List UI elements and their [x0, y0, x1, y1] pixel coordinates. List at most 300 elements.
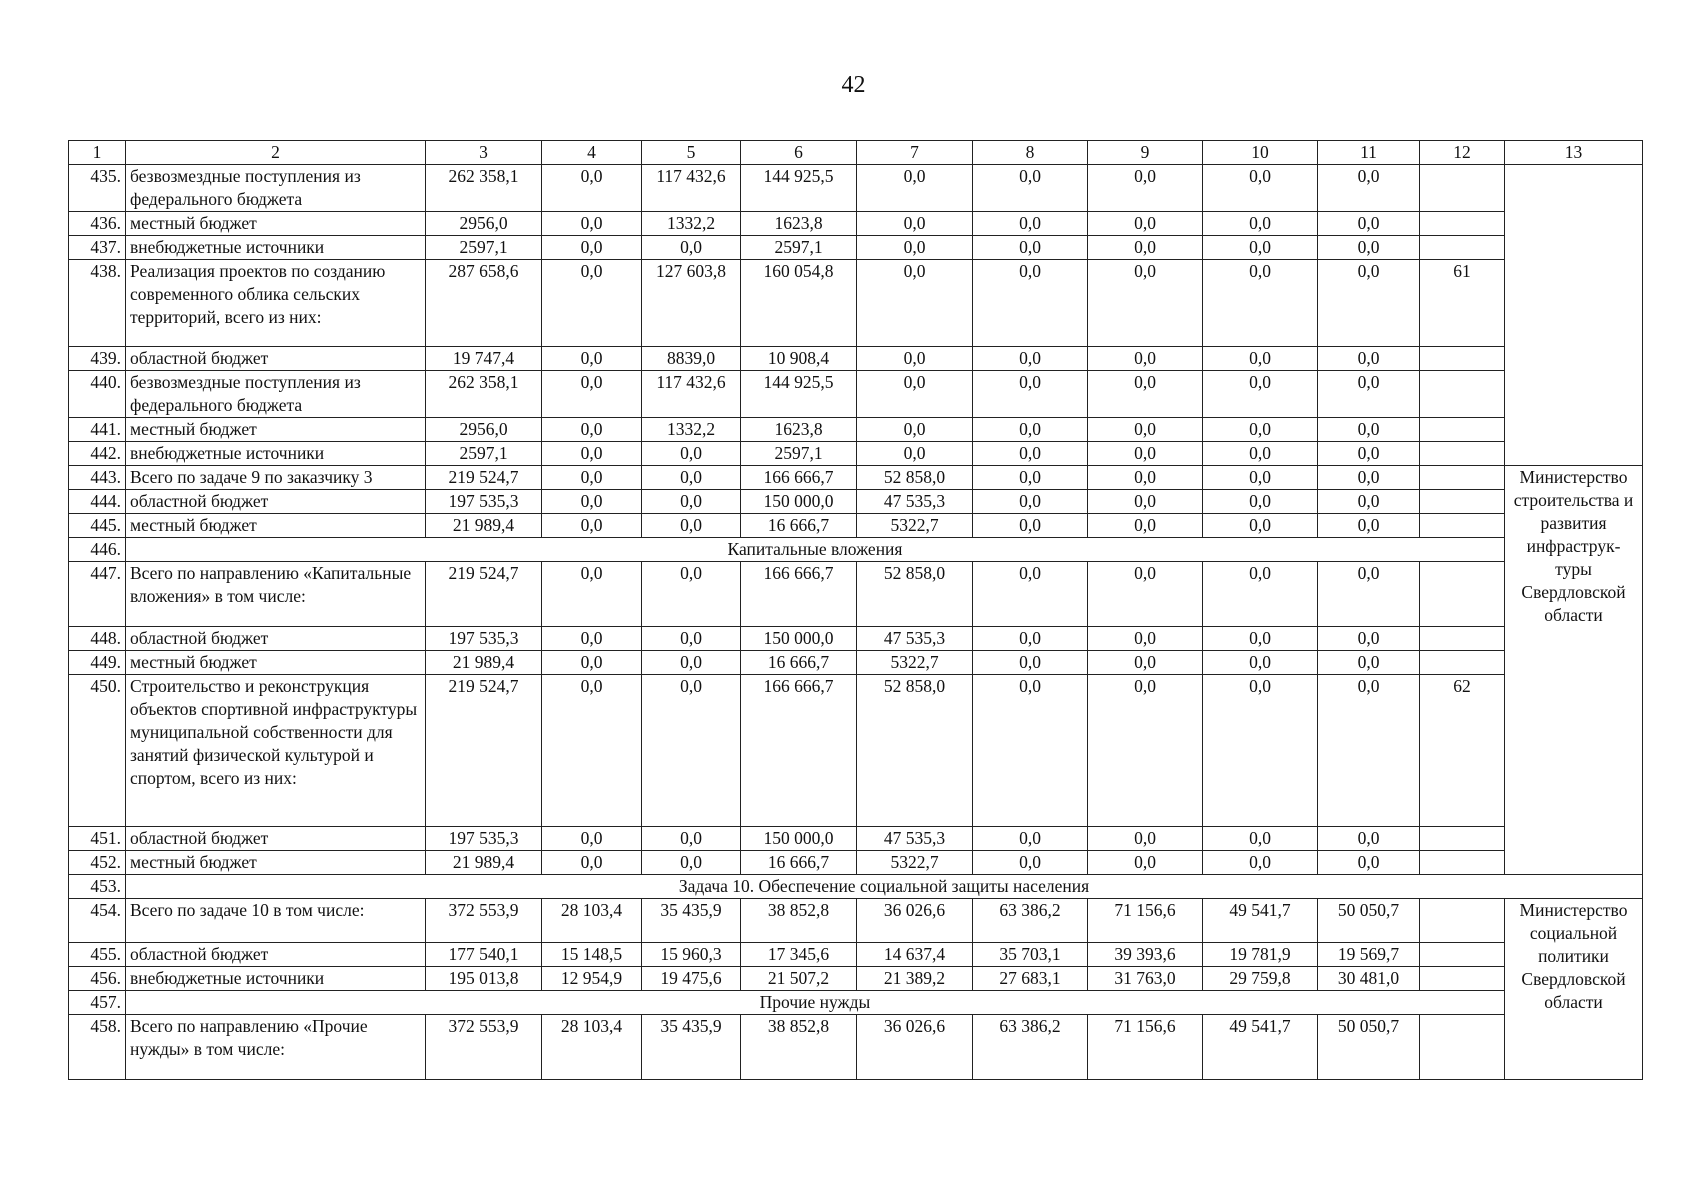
- value-cell: 127 603,8: [642, 260, 741, 347]
- value-cell: 21 389,2: [857, 967, 973, 991]
- value-cell: 0,0: [1318, 212, 1420, 236]
- table-row: [69, 514, 1643, 538]
- value-cell: 0,0: [542, 347, 642, 371]
- value-cell: 0,0: [1088, 562, 1203, 627]
- value-cell: 1623,8: [741, 212, 857, 236]
- row-number: 447.: [69, 562, 126, 627]
- value-cell: 29 759,8: [1203, 967, 1318, 991]
- value-cell: 219 524,7: [426, 675, 542, 827]
- value-cell: 0,0: [1203, 347, 1318, 371]
- column-header: 3: [426, 141, 542, 165]
- row-name: Всего по задаче 10 в том числе:: [126, 899, 426, 943]
- value-cell: 2597,1: [741, 236, 857, 260]
- value-cell: 0,0: [1318, 562, 1420, 627]
- table-row: [69, 827, 1643, 851]
- value-cell: 71 156,6: [1088, 1015, 1203, 1080]
- row-number: 438.: [69, 260, 126, 347]
- value-cell: 0,0: [973, 347, 1088, 371]
- row-number: 446.: [69, 538, 126, 562]
- row-number: 439.: [69, 347, 126, 371]
- value-cell: 0,0: [1318, 827, 1420, 851]
- value-cell: 0,0: [857, 260, 973, 347]
- row-name: внебюджетные источники: [126, 967, 426, 991]
- value-cell: 0,0: [642, 490, 741, 514]
- value-cell: 1332,2: [642, 212, 741, 236]
- value-cell: 47 535,3: [857, 627, 973, 651]
- table-row: [69, 236, 1643, 260]
- value-cell: 219 524,7: [426, 466, 542, 490]
- value-cell: 0,0: [1203, 260, 1318, 347]
- value-cell: 0,0: [973, 418, 1088, 442]
- value-cell: 0,0: [642, 651, 741, 675]
- value-cell: 0,0: [1318, 236, 1420, 260]
- value-cell: 0,0: [1088, 651, 1203, 675]
- column-header: 9: [1088, 141, 1203, 165]
- value-cell: 49 541,7: [1203, 899, 1318, 943]
- row-name: областной бюджет: [126, 627, 426, 651]
- value-cell: 0,0: [542, 165, 642, 212]
- value-cell: 0,0: [1203, 562, 1318, 627]
- value-cell: 0,0: [973, 651, 1088, 675]
- value-cell: 0,0: [973, 851, 1088, 875]
- value-cell: 0,0: [973, 236, 1088, 260]
- value-cell: 47 535,3: [857, 827, 973, 851]
- value-cell: 0,0: [1088, 212, 1203, 236]
- value-cell: 21 989,4: [426, 651, 542, 675]
- value-cell: 197 535,3: [426, 627, 542, 651]
- value-cell: 0,0: [1203, 442, 1318, 466]
- value-cell: 0,0: [1088, 442, 1203, 466]
- value-cell: 0,0: [1318, 442, 1420, 466]
- column-header: 6: [741, 141, 857, 165]
- value-cell: 0,0: [542, 418, 642, 442]
- value-cell: 35 435,9: [642, 899, 741, 943]
- value-cell: 27 683,1: [973, 967, 1088, 991]
- value-cell: 144 925,5: [741, 371, 857, 418]
- value-cell: 117 432,6: [642, 165, 741, 212]
- value-cell: 10 908,4: [741, 347, 857, 371]
- value-cell: 0,0: [642, 562, 741, 627]
- value-cell: [1420, 418, 1505, 442]
- value-cell: 372 553,9: [426, 1015, 542, 1080]
- column-header: 4: [542, 141, 642, 165]
- value-cell: 150 000,0: [741, 490, 857, 514]
- value-cell: 0,0: [973, 371, 1088, 418]
- row-number: 450.: [69, 675, 126, 827]
- value-cell: 0,0: [642, 442, 741, 466]
- value-cell: 12 954,9: [542, 967, 642, 991]
- value-cell: 166 666,7: [741, 675, 857, 827]
- value-cell: 0,0: [1203, 371, 1318, 418]
- value-cell: 35 703,1: [973, 943, 1088, 967]
- value-cell: 62: [1420, 675, 1505, 827]
- table-row: [69, 899, 1643, 943]
- table-row: [69, 442, 1643, 466]
- value-cell: 19 569,7: [1318, 943, 1420, 967]
- row-name: местный бюджет: [126, 514, 426, 538]
- row-number: 440.: [69, 371, 126, 418]
- value-cell: 0,0: [542, 627, 642, 651]
- value-cell: 166 666,7: [741, 466, 857, 490]
- section-title: Прочие нужды: [126, 991, 1505, 1015]
- value-cell: 0,0: [1203, 466, 1318, 490]
- value-cell: 49 541,7: [1203, 1015, 1318, 1080]
- responsible-ministry: Министерство социальной политики Свердловской области: [1505, 899, 1643, 1080]
- value-cell: 0,0: [973, 466, 1088, 490]
- page-number: 42: [841, 72, 866, 98]
- row-number: 437.: [69, 236, 126, 260]
- value-cell: 1623,8: [741, 418, 857, 442]
- column-header: 2: [126, 141, 426, 165]
- column-header: 5: [642, 141, 741, 165]
- row-number: 443.: [69, 466, 126, 490]
- section-title: Капитальные вложения: [126, 538, 1505, 562]
- row-name: местный бюджет: [126, 418, 426, 442]
- value-cell: 16 666,7: [741, 651, 857, 675]
- value-cell: 0,0: [973, 490, 1088, 514]
- value-cell: 0,0: [973, 514, 1088, 538]
- row-number: 455.: [69, 943, 126, 967]
- value-cell: 19 475,6: [642, 967, 741, 991]
- value-cell: 0,0: [1088, 466, 1203, 490]
- value-cell: 0,0: [1318, 651, 1420, 675]
- table-row: [69, 347, 1643, 371]
- value-cell: 21 989,4: [426, 514, 542, 538]
- column-header: 10: [1203, 141, 1318, 165]
- row-name: областной бюджет: [126, 347, 426, 371]
- value-cell: [1420, 165, 1505, 212]
- value-cell: 166 666,7: [741, 562, 857, 627]
- value-cell: 2597,1: [426, 442, 542, 466]
- row-number: 456.: [69, 967, 126, 991]
- value-cell: [1420, 514, 1505, 538]
- table-row: [69, 943, 1643, 967]
- value-cell: 39 393,6: [1088, 943, 1203, 967]
- value-cell: 30 481,0: [1318, 967, 1420, 991]
- value-cell: 63 386,2: [973, 1015, 1088, 1080]
- value-cell: 0,0: [973, 165, 1088, 212]
- row-name: местный бюджет: [126, 212, 426, 236]
- value-cell: 0,0: [1203, 165, 1318, 212]
- header-row: [69, 141, 1643, 165]
- value-cell: 0,0: [1318, 260, 1420, 347]
- table-row: [69, 651, 1643, 675]
- row-number: 449.: [69, 651, 126, 675]
- value-cell: 50 050,7: [1318, 899, 1420, 943]
- value-cell: 0,0: [1088, 347, 1203, 371]
- row-name: безвозмездные поступления из федерального бюджета: [126, 371, 426, 418]
- row-number: 451.: [69, 827, 126, 851]
- table-row: [69, 165, 1643, 212]
- value-cell: 0,0: [542, 675, 642, 827]
- row-number: 445.: [69, 514, 126, 538]
- row-number: 457.: [69, 991, 126, 1015]
- value-cell: 0,0: [1318, 418, 1420, 442]
- value-cell: 17 345,6: [741, 943, 857, 967]
- value-cell: 0,0: [642, 827, 741, 851]
- value-cell: 0,0: [542, 490, 642, 514]
- value-cell: [1420, 851, 1505, 875]
- row-number: 454.: [69, 899, 126, 943]
- row-name: областной бюджет: [126, 490, 426, 514]
- value-cell: 177 540,1: [426, 943, 542, 967]
- row-name: местный бюджет: [126, 651, 426, 675]
- responsible-ministry: Министерство строительства и развития инфраструк-туры Свердловской области: [1505, 466, 1643, 875]
- value-cell: 0,0: [1203, 627, 1318, 651]
- value-cell: 0,0: [1318, 675, 1420, 827]
- value-cell: 0,0: [642, 627, 741, 651]
- row-number: 444.: [69, 490, 126, 514]
- table-row: [69, 260, 1643, 347]
- value-cell: 52 858,0: [857, 466, 973, 490]
- value-cell: 0,0: [1088, 260, 1203, 347]
- row-number: 458.: [69, 1015, 126, 1080]
- value-cell: 0,0: [1318, 627, 1420, 651]
- value-cell: 52 858,0: [857, 675, 973, 827]
- value-cell: 50 050,7: [1318, 1015, 1420, 1080]
- value-cell: 0,0: [973, 675, 1088, 827]
- column-header: 7: [857, 141, 973, 165]
- value-cell: 287 658,6: [426, 260, 542, 347]
- value-cell: 15 148,5: [542, 943, 642, 967]
- row-number: 442.: [69, 442, 126, 466]
- value-cell: 0,0: [1318, 514, 1420, 538]
- value-cell: [1420, 827, 1505, 851]
- value-cell: [1420, 347, 1505, 371]
- row-number: 441.: [69, 418, 126, 442]
- value-cell: 150 000,0: [741, 627, 857, 651]
- value-cell: 0,0: [1203, 514, 1318, 538]
- table-row: [69, 627, 1643, 651]
- value-cell: [1420, 562, 1505, 627]
- row-name: Всего по направлению «Прочие нужды» в том числе:: [126, 1015, 426, 1080]
- value-cell: 372 553,9: [426, 899, 542, 943]
- value-cell: [1420, 651, 1505, 675]
- value-cell: 0,0: [542, 236, 642, 260]
- row-number: 436.: [69, 212, 126, 236]
- value-cell: 61: [1420, 260, 1505, 347]
- value-cell: 262 358,1: [426, 165, 542, 212]
- value-cell: [1420, 967, 1505, 991]
- value-cell: 16 666,7: [741, 851, 857, 875]
- value-cell: [1420, 236, 1505, 260]
- value-cell: 0,0: [1318, 490, 1420, 514]
- value-cell: 0,0: [973, 562, 1088, 627]
- value-cell: 0,0: [1203, 827, 1318, 851]
- value-cell: 5322,7: [857, 851, 973, 875]
- value-cell: [1420, 442, 1505, 466]
- column-header: 8: [973, 141, 1088, 165]
- column-header: 12: [1420, 141, 1505, 165]
- value-cell: 0,0: [542, 851, 642, 875]
- value-cell: 35 435,9: [642, 1015, 741, 1080]
- row-name: внебюджетные источники: [126, 442, 426, 466]
- table-row: [69, 490, 1643, 514]
- value-cell: 0,0: [857, 371, 973, 418]
- value-cell: 0,0: [1203, 212, 1318, 236]
- value-cell: [1420, 490, 1505, 514]
- row-name: внебюджетные источники: [126, 236, 426, 260]
- row-name: местный бюджет: [126, 851, 426, 875]
- row-name: Строительство и реконструкция объектов спортивной инфраструктуры муниципальной собственности для занятий физической культурой и спортом, всего из них:: [126, 675, 426, 827]
- row-number: 448.: [69, 627, 126, 651]
- value-cell: 150 000,0: [741, 827, 857, 851]
- column-header: 1: [69, 141, 126, 165]
- value-cell: [1420, 627, 1505, 651]
- value-cell: [1420, 212, 1505, 236]
- value-cell: 2597,1: [426, 236, 542, 260]
- value-cell: 14 637,4: [857, 943, 973, 967]
- value-cell: 0,0: [857, 442, 973, 466]
- value-cell: 0,0: [973, 442, 1088, 466]
- value-cell: 0,0: [1088, 418, 1203, 442]
- value-cell: 0,0: [642, 851, 741, 875]
- value-cell: 0,0: [1318, 466, 1420, 490]
- value-cell: 2597,1: [741, 442, 857, 466]
- value-cell: 16 666,7: [741, 514, 857, 538]
- value-cell: 0,0: [857, 236, 973, 260]
- column-header: 11: [1318, 141, 1420, 165]
- value-cell: 0,0: [1088, 627, 1203, 651]
- value-cell: 0,0: [1203, 490, 1318, 514]
- table-row: [69, 851, 1643, 875]
- value-cell: 0,0: [857, 212, 973, 236]
- value-cell: 0,0: [542, 260, 642, 347]
- value-cell: 197 535,3: [426, 827, 542, 851]
- value-cell: 0,0: [1088, 490, 1203, 514]
- row-name: областной бюджет: [126, 943, 426, 967]
- value-cell: 0,0: [973, 212, 1088, 236]
- value-cell: [1420, 466, 1505, 490]
- value-cell: 0,0: [542, 827, 642, 851]
- value-cell: 28 103,4: [542, 1015, 642, 1080]
- row-name: Всего по задаче 9 по заказчику 3: [126, 466, 426, 490]
- value-cell: 0,0: [1203, 651, 1318, 675]
- value-cell: 5322,7: [857, 514, 973, 538]
- value-cell: 0,0: [542, 562, 642, 627]
- value-cell: 0,0: [1088, 827, 1203, 851]
- value-cell: 2956,0: [426, 212, 542, 236]
- row-number: 453.: [69, 875, 126, 899]
- value-cell: 38 852,8: [741, 899, 857, 943]
- value-cell: 0,0: [1088, 371, 1203, 418]
- value-cell: 36 026,6: [857, 1015, 973, 1080]
- value-cell: 0,0: [1203, 851, 1318, 875]
- table-row: [69, 466, 1643, 490]
- value-cell: [1420, 1015, 1505, 1080]
- value-cell: 38 852,8: [741, 1015, 857, 1080]
- row-name: безвозмездные поступления из федерального бюджета: [126, 165, 426, 212]
- value-cell: 63 386,2: [973, 899, 1088, 943]
- row-name: Реализация проектов по созданию современного облика сельских территорий, всего из них:: [126, 260, 426, 347]
- value-cell: 0,0: [542, 212, 642, 236]
- value-cell: 36 026,6: [857, 899, 973, 943]
- value-cell: 0,0: [542, 651, 642, 675]
- value-cell: 0,0: [1318, 165, 1420, 212]
- value-cell: 19 747,4: [426, 347, 542, 371]
- responsible-empty: [1505, 165, 1643, 466]
- value-cell: 52 858,0: [857, 562, 973, 627]
- row-number: 452.: [69, 851, 126, 875]
- value-cell: [1420, 371, 1505, 418]
- value-cell: 0,0: [1203, 418, 1318, 442]
- table-row: [69, 212, 1643, 236]
- value-cell: 47 535,3: [857, 490, 973, 514]
- column-header: 13: [1505, 141, 1643, 165]
- table-row: [69, 1015, 1643, 1080]
- value-cell: 0,0: [642, 514, 741, 538]
- value-cell: 31 763,0: [1088, 967, 1203, 991]
- value-cell: 71 156,6: [1088, 899, 1203, 943]
- value-cell: 5322,7: [857, 651, 973, 675]
- table-row: [69, 562, 1643, 627]
- value-cell: [1420, 899, 1505, 943]
- table-row: [69, 418, 1643, 442]
- value-cell: 0,0: [1203, 675, 1318, 827]
- value-cell: 117 432,6: [642, 371, 741, 418]
- value-cell: 197 535,3: [426, 490, 542, 514]
- value-cell: 0,0: [857, 165, 973, 212]
- value-cell: 0,0: [1088, 165, 1203, 212]
- value-cell: 0,0: [973, 260, 1088, 347]
- value-cell: 21 507,2: [741, 967, 857, 991]
- section-title: Задача 10. Обеспечение социальной защиты населения: [126, 875, 1643, 899]
- section-row: [69, 991, 1643, 1015]
- value-cell: 0,0: [1318, 371, 1420, 418]
- value-cell: 0,0: [1318, 347, 1420, 371]
- value-cell: 1332,2: [642, 418, 741, 442]
- value-cell: 0,0: [1088, 675, 1203, 827]
- value-cell: 0,0: [1203, 236, 1318, 260]
- value-cell: 195 013,8: [426, 967, 542, 991]
- value-cell: 160 054,8: [741, 260, 857, 347]
- section-row: [69, 538, 1643, 562]
- value-cell: 0,0: [1088, 851, 1203, 875]
- value-cell: 15 960,3: [642, 943, 741, 967]
- value-cell: 0,0: [1088, 514, 1203, 538]
- value-cell: 8839,0: [642, 347, 741, 371]
- row-name: Всего по направлению «Капитальные вложения» в том числе:: [126, 562, 426, 627]
- value-cell: 219 524,7: [426, 562, 542, 627]
- budget-table: [68, 140, 1643, 1080]
- table-row: [69, 967, 1643, 991]
- value-cell: 19 781,9: [1203, 943, 1318, 967]
- value-cell: 0,0: [642, 236, 741, 260]
- value-cell: 262 358,1: [426, 371, 542, 418]
- table-row: [69, 371, 1643, 418]
- value-cell: 2956,0: [426, 418, 542, 442]
- value-cell: 0,0: [857, 347, 973, 371]
- value-cell: 0,0: [542, 514, 642, 538]
- value-cell: 0,0: [642, 675, 741, 827]
- value-cell: 0,0: [857, 418, 973, 442]
- value-cell: 0,0: [642, 466, 741, 490]
- value-cell: 0,0: [542, 466, 642, 490]
- value-cell: 0,0: [542, 371, 642, 418]
- value-cell: 0,0: [973, 827, 1088, 851]
- value-cell: 0,0: [1088, 236, 1203, 260]
- value-cell: 0,0: [542, 442, 642, 466]
- value-cell: [1420, 943, 1505, 967]
- value-cell: 0,0: [973, 627, 1088, 651]
- value-cell: 28 103,4: [542, 899, 642, 943]
- value-cell: 21 989,4: [426, 851, 542, 875]
- section-row: [69, 875, 1643, 899]
- value-cell: 0,0: [1318, 851, 1420, 875]
- row-name: областной бюджет: [126, 827, 426, 851]
- value-cell: 144 925,5: [741, 165, 857, 212]
- table-row: [69, 675, 1643, 827]
